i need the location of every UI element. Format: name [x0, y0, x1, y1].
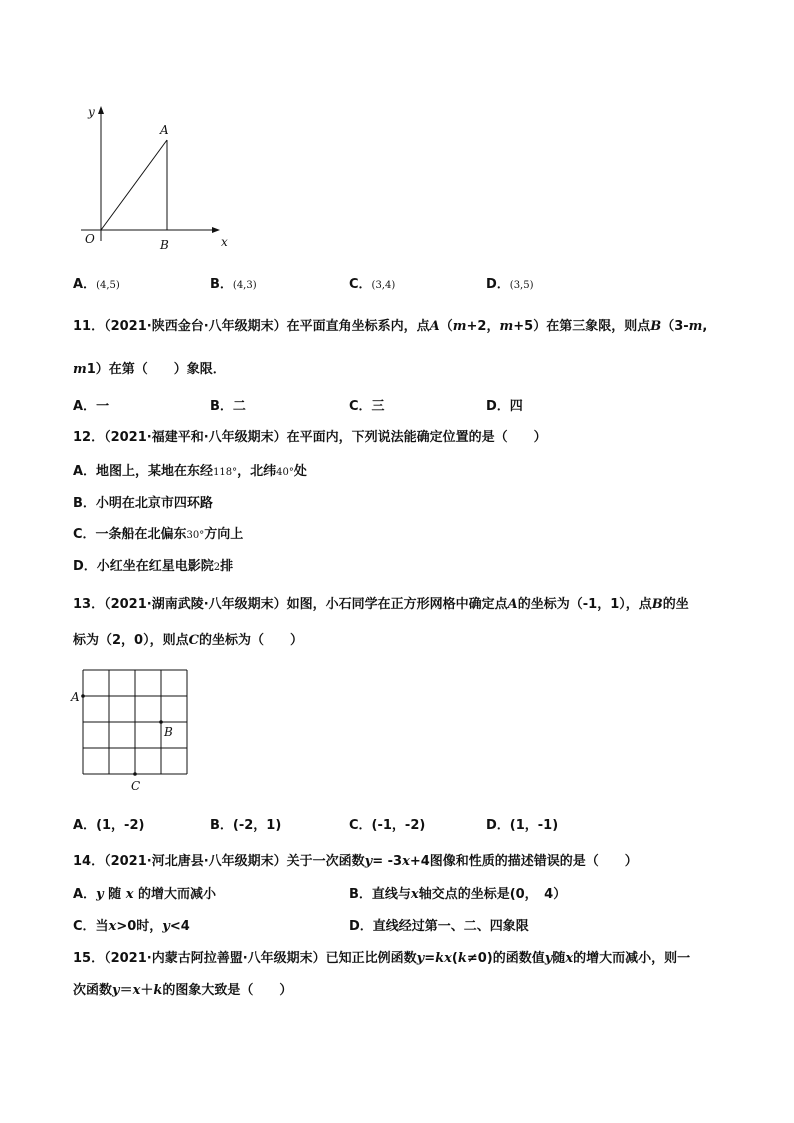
y-axis-arrow: [98, 106, 104, 114]
q10-option-a-value: (4,5): [96, 280, 120, 291]
q11-option-b[interactable]: B．二: [210, 399, 246, 414]
grid-label-A: A: [71, 690, 80, 704]
q13-option-a[interactable]: A．(1，-2): [73, 818, 145, 833]
segment-OA: [101, 140, 167, 230]
q11-stem-line2: m1）在第（ ）象限．: [73, 362, 226, 377]
label-A: A: [160, 123, 169, 137]
q12-stem: 12．（2021·福建平和·八年级期末）在平面内，下列说法能确定位置的是（ ）: [73, 430, 547, 445]
q11-option-d[interactable]: D．四: [486, 399, 523, 414]
label-x: x: [221, 235, 228, 249]
q14-stem: 14．（2021·河北唐县·八年级期末）关于一次函数y= -3x+4图像和性质的描述错误的是（ ）: [73, 854, 638, 869]
q12-option-c[interactable]: C．一条船在北偏东30°方向上: [73, 527, 244, 542]
q14-option-b[interactable]: B．直线与x轴交点的坐标是(0， 4）: [349, 887, 567, 902]
q15-stem-line1: 15．（2021·内蒙古阿拉善盟·八年级期末）已知正比例函数y=kx(k≠0)的函数值y随x的增大而减小，则一: [73, 951, 691, 966]
q10-option-d-value: (3,5): [509, 280, 534, 291]
q14-option-a[interactable]: A．y 随 x 的增大而减小: [73, 887, 216, 902]
grid-lines: [83, 670, 187, 774]
point-A: [81, 694, 85, 698]
q10-option-c[interactable]: C．(3,4): [349, 277, 396, 292]
q13-stem-line2: 标为（2，0），则点C的坐标为（ ）: [73, 633, 303, 648]
q12-option-d[interactable]: D．小红坐在红星电影院2排: [73, 559, 234, 574]
q11-option-a[interactable]: A．一: [73, 399, 110, 414]
q13-stem-line1: 13．（2021·湖南武陵·八年级期末）如图，小石同学在正方形网格中确定点A的坐标为（-1，1），点B的坐: [73, 597, 689, 612]
q10-option-c-value: (3,4): [371, 280, 396, 291]
q13-option-b[interactable]: B．(-2，1): [210, 818, 282, 833]
point-B: [159, 720, 163, 724]
grid-label-B: B: [164, 725, 173, 739]
coordinate-figure: [76, 96, 246, 256]
grid-figure: [70, 664, 200, 796]
q15-stem-line2: 次函数y＝x＋k的图象大致是（ ）: [73, 983, 293, 998]
point-C: [133, 772, 137, 776]
label-y: y: [88, 105, 95, 119]
label-B: B: [160, 238, 169, 252]
q10-option-a[interactable]: A．(4,5): [73, 277, 120, 292]
grid-label-C: C: [131, 779, 141, 793]
x-axis-arrow: [212, 227, 220, 233]
q11-stem-line1: 11．（2021·陕西金台·八年级期末）在平面直角坐标系内，点A（m+2，m+5）在第三象限，则点B（3-m,: [73, 319, 708, 334]
q11-option-c[interactable]: C．三: [349, 399, 385, 414]
q13-option-c[interactable]: C．(-1，-2): [349, 818, 426, 833]
q10-option-d[interactable]: D．(3,5): [486, 277, 534, 292]
q10-option-b[interactable]: B．(4,3): [210, 277, 257, 292]
q14-option-c[interactable]: C．当x>0时，y<4: [73, 919, 190, 934]
q13-option-d[interactable]: D．(1，-1): [486, 818, 559, 833]
q10-option-b-value: (4,3): [232, 280, 257, 291]
q12-option-a[interactable]: A．地图上，某地在东经118°，北纬40°处: [73, 464, 307, 479]
q12-option-b[interactable]: B．小明在北京市四环路: [73, 496, 213, 511]
label-O: O: [85, 232, 95, 246]
q14-option-d[interactable]: D．直线经过第一、二、四象限: [349, 919, 529, 934]
